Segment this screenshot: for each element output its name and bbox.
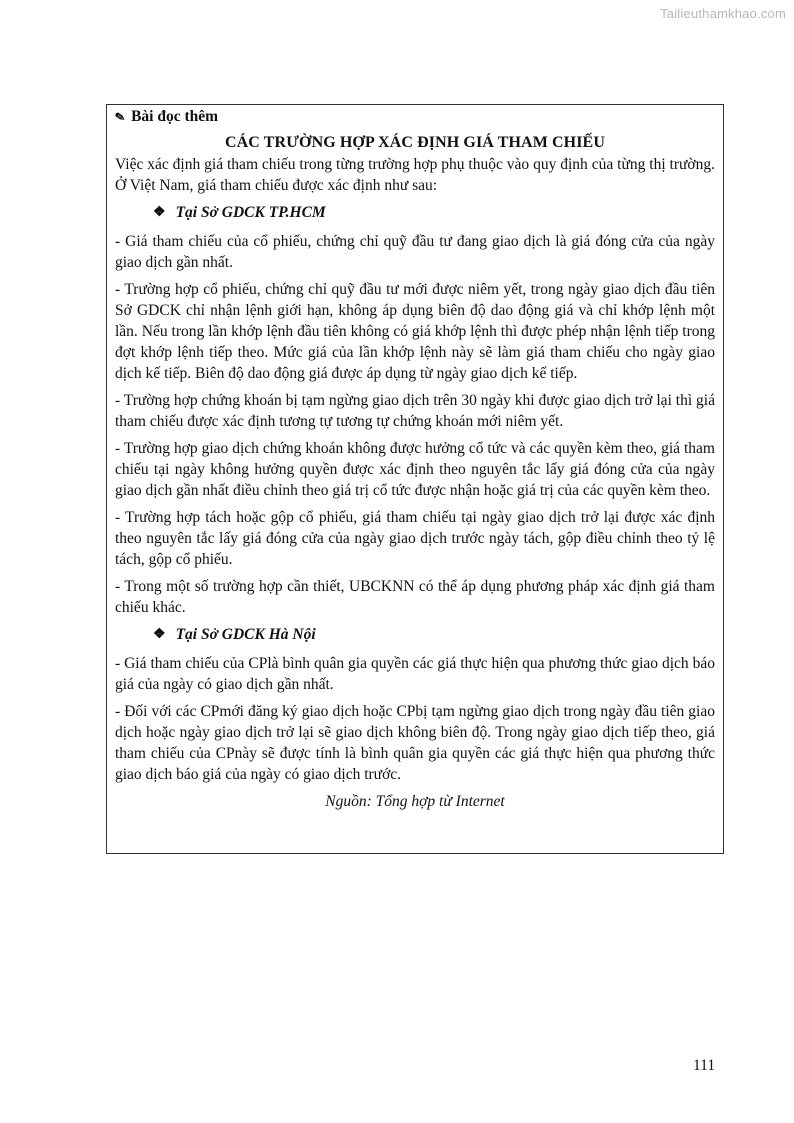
read-more-box (106, 104, 724, 854)
hcm-paragraph: - Trường hợp tách hoặc gộp cổ phiếu, giá tham chiếu tại ngày giao dịch trở lại được xác định theo nguyên tắc lấy giá đóng cửa của ngày giao dịch trước ngày tách, gộp điều chỉnh theo tỷ lệ tách, gộp cổ phiếu. (115, 509, 715, 568)
pen-icon: ✎ (113, 109, 127, 125)
hanoi-paragraph: - Đối với các CPmới đăng ký giao dịch hoặc CPbị tạm ngừng giao dịch trong ngày đầu tiên giao dịch hoặc ngày giao dịch trở lại sẽ giao dịch không biên độ. Trong ngày giao dịch tiếp theo, giá tham chiếu của CPnày sẽ được tính là bình quân gia quyền các giá thực hiện qua phương thức giao dịch báo giá của ngày có giao dịch trước. (115, 703, 715, 783)
hcm-paragraph: - Giá tham chiếu của cổ phiếu, chứng chỉ quỹ đầu tư đang giao dịch là giá đóng cửa của ngày giao dịch gần nhất. (115, 233, 715, 271)
hcm-paragraph: - Trường hợp chứng khoán bị tạm ngừng giao dịch trên 30 ngày khi được giao dịch trở lại thì giá tham chiếu được xác định tương tự tương tự chứng khoán mới niêm yết. (115, 392, 715, 430)
read-more-label: Bài đọc thêm (131, 108, 219, 125)
page-number: 111 (693, 1057, 716, 1074)
hcm-paragraph: - Trường hợp cổ phiếu, chứng chỉ quỹ đầu tư mới được niêm yết, trong ngày giao dịch đầu tiên Sở GDCK chỉ nhận lệnh giới hạn, không áp dụng biên độ dao động giá và chỉ khớp lệnh một lần. Nếu trong lần khớp lệnh đầu tiên không có giá khớp lệnh thì được phép nhận lệnh tiếp trong đợt khớp lệnh tiếp theo. Mức giá của lần khớp lệnh này sẽ làm giá tham chiếu cho ngày giao dịch kế tiếp. Biên độ dao động giá được áp dụng từ ngày giao dịch kế tiếp. (115, 281, 715, 382)
source-note: Nguồn: Tổng hợp từ Internet (325, 793, 505, 810)
section-hanoi-title: Tại Sở GDCK Hà Nội (175, 626, 316, 643)
read-more-header (115, 107, 715, 127)
hcm-paragraph: - Trong một số trường hợp cần thiết, UBCKNN có thể áp dụng phương pháp xác định giá tham chiếu khác. (115, 578, 715, 616)
hanoi-paragraph: - Giá tham chiếu của CPlà bình quân gia quyền các giá thực hiện qua phương thức giao dịch báo giá của ngày có giao dịch gần nhất. (115, 655, 715, 693)
diamond-bullet-icon: ❖ (153, 205, 166, 220)
hcm-paragraph: - Trường hợp giao dịch chứng khoán không được hưởng cổ tức và các quyền kèm theo, giá tham chiếu tại ngày không hưởng quyền được xác định theo nguyên tắc lấy giá đóng cửa của ngày giao dịch gần nhất điều chỉnh theo giá trị cổ tức được nhận hoặc giá trị của các quyền kèm theo. (115, 440, 715, 499)
diamond-bullet-icon: ❖ (153, 627, 166, 642)
section-hanoi-heading (153, 624, 715, 645)
intro-paragraph: Việc xác định giá tham chiếu trong từng trường hợp phụ thuộc vào quy định của từng thị trường. Ở Việt Nam, giá tham chiếu được xác định như sau: (115, 156, 715, 194)
box-title: CÁC TRƯỜNG HỢP XÁC ĐỊNH GIÁ THAM CHIẾU (225, 134, 605, 151)
section-hcm-heading (153, 202, 715, 223)
watermark: Tailieuthamkhao.com (660, 6, 786, 21)
section-hcm-title: Tại Sở GDCK TP.HCM (175, 204, 326, 221)
